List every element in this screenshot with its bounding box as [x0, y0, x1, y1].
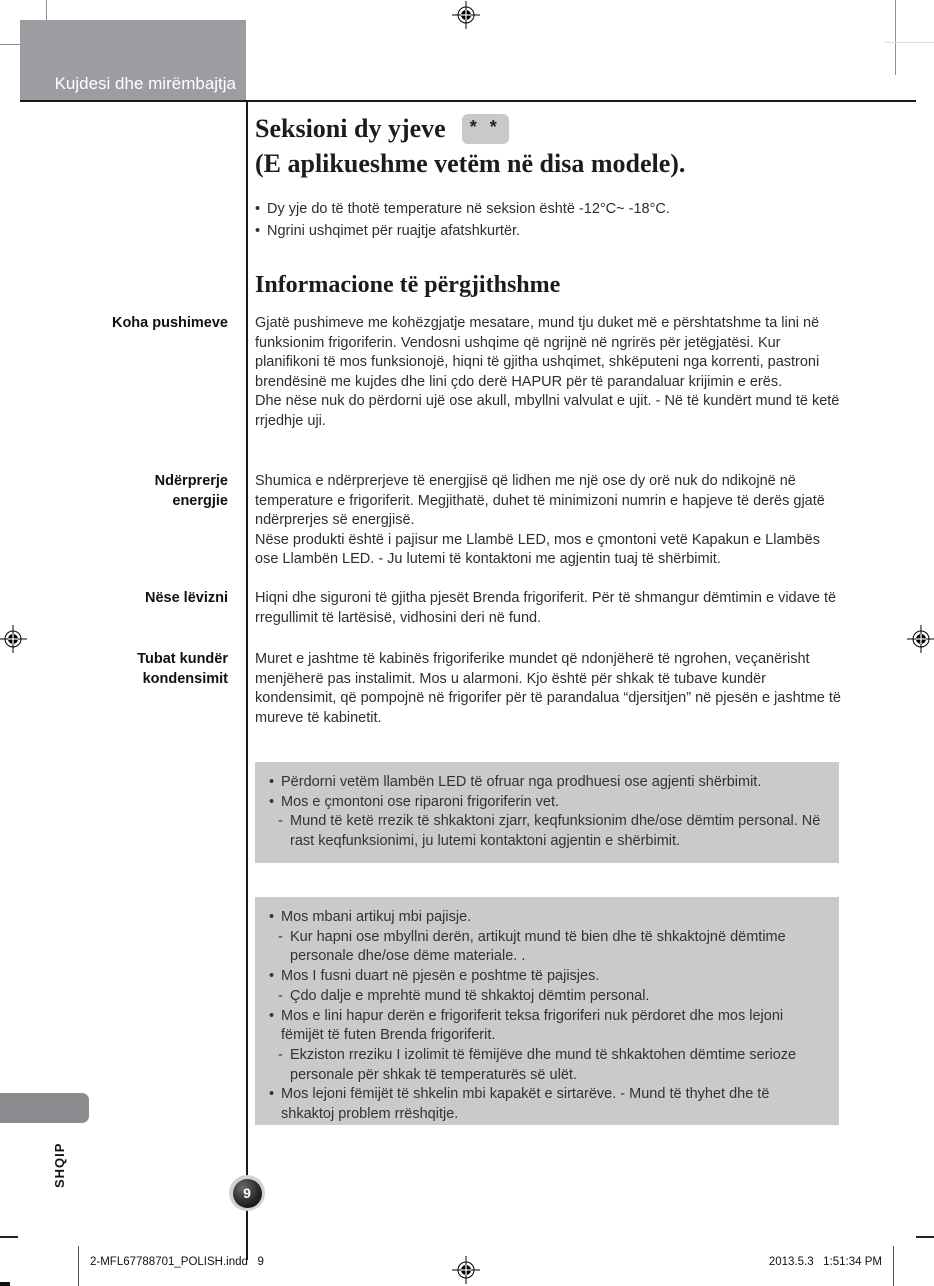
paragraph-block [255, 472, 841, 570]
footer-timestamp: 2013.5.3 1:51:34 PM [768, 1256, 882, 1268]
footer-filename: 2-MFL67788701_POLISH.indd 9 [90, 1256, 264, 1268]
caution-subitem: - Ekziston rreziku I izolimit të fëmijëve dhe mund të shkaktohen dëmtime serioze personale për shkak të temperaturës së ulët. [278, 1046, 825, 1085]
section-title-line1 [255, 112, 509, 145]
crop-mark-top-left-v [46, 0, 47, 20]
page-number: 9 [233, 1179, 262, 1208]
margin-label-tubat-kunder-kondensimit: Tubat kundër kondensimit [137, 651, 228, 687]
chapter-header-label: Kujdesi dhe mirëmbajtja [54, 74, 236, 93]
caution-item: • Mos I fusni duart në pjesën e poshtme të pajisjes. [269, 967, 825, 987]
registration-mark-top [451, 0, 481, 30]
list-item: • Dy yje do të thotë temperature në seksion është -12°C~ -18°C. [255, 198, 855, 220]
language-tab [0, 1093, 89, 1123]
crop-mark-bottom-left-corner [0, 1282, 10, 1286]
caution-subitem: - Çdo dalje e mprehtë mund të shkaktoj dëmtim personal. [278, 987, 825, 1007]
language-label: SHQIP [52, 1142, 67, 1188]
caution-item: • Përdorni vetëm llambën LED të ofruar nga prodhuesi ose agjenti shërbimit. [269, 773, 825, 793]
caution-subitem: - Mund të ketë rrezik të shkaktoni zjarr, keqfunksionim dhe/ose dëmtim personal. Në rast keqfunksionimi, ju lutemi kontaktoni agjentin e shërbimit. [278, 812, 825, 851]
paragraph: Hiqni dhe siguroni të gjitha pjesët Brenda frigoriferit. Për të shmangur dëmtimin e vidave të rregullimit të lartësisë, vidhosini deri në fund. [255, 590, 837, 626]
chapter-header-tab [20, 20, 246, 101]
paragraph-block [255, 589, 841, 628]
caution-item: • Mos e çmontoni ose riparoni frigoriferin vet. [269, 793, 825, 813]
caution-item: • Mos mbani artikuj mbi pajisje. [269, 908, 825, 928]
caution-item: • Mos e lini hapur derën e frigoriferit teksa frigoriferi nuk përdoret dhe mos lejoni fëmijët të futen Brenda frigoriferit. [269, 1007, 825, 1046]
caution-box-led-lamp [255, 762, 839, 863]
crop-mark-bottom-right-h [916, 1236, 934, 1238]
page-number-badge [229, 1175, 265, 1211]
margin-label-nese-levizni: Nëse lëvizni [144, 590, 228, 606]
paragraph: Gjatë pushimeve me kohëzgjatje mesatare, mund tju duket më e përshtatshme ta lini në funksionim frigoriferin. Vendosni ushqime që ngrijnë në ngrirës për jetëgjatësi. Kur planifikoni të mos funksionojë, hiqni të gjitha ushqimet, shkëputeni nga korrenti, pastroni brendësinë me kujdes dhe lini çdo derë HAPUR për të parandaluar krijimin e erës. [255, 315, 820, 390]
paragraph: Shumica e ndërprerjeve të energjisë që lidhen me një ose dy orë nuk do ndikojnë në temperature e frigoriferit. Megjithatë, duhet të minimizoni numrin e hapjeve të derës gjatë ndërprerjes së energjisë. [255, 473, 825, 528]
list-item: • Ngrini ushqimet për ruajtje afatshkurtër. [255, 220, 855, 242]
margin-label-nderprerje-energjie: Ndërprerje energjie [154, 473, 228, 509]
two-star-bullet-list [255, 198, 855, 242]
caution-item: • Mos lejoni fëmijët të shkelin mbi kapakët e sirtarëve. - Mund të thyhet dhe të shkaktoj problem rrëshqitje. [269, 1085, 825, 1124]
caution-subitem: - Kur hapni ose mbyllni derën, artikujt mund të bien dhe të shkaktojnë dëmtime personale dhe/ose dëme materiale. . [278, 928, 825, 967]
general-info-heading: Informacione të përgjithshme [255, 272, 561, 298]
caution-box-safety [255, 897, 839, 1125]
registration-mark-left [0, 624, 28, 654]
two-star-badge: * * [462, 114, 509, 144]
header-rule [20, 100, 916, 102]
footer-separator-left [78, 1246, 79, 1286]
registration-mark-right [906, 624, 934, 654]
registration-mark-bottom [451, 1255, 481, 1285]
crop-mark-bottom-left-h [0, 1236, 18, 1238]
content-divider-line [246, 102, 248, 1260]
crop-mark-top-right-h [885, 42, 934, 43]
paragraph: Muret e jashtme të kabinës frigoriferike mundet që ndonjëherë të ngrohen, veçanërisht menjëherë pas instalimit. Mos u alarmoni. Kjo është për shkak të tubave kundër kondensimit, që pompojnë në frigorifer për të parandalua “djersitjen” në pjesën e jashtme të mureve të kabinetit. [255, 651, 841, 726]
paragraph-block [255, 650, 841, 728]
footer-separator-right [893, 1246, 894, 1286]
paragraph-block [255, 314, 841, 431]
crop-mark-top-right-v [895, 0, 896, 75]
section-title-text: Seksioni dy yjeve [255, 114, 446, 143]
paragraph: Dhe nëse nuk do përdorni ujë ose akull, mbyllni valvulat e ujit. - Në të kundërt mund të ketë rrjedhje uji. [255, 393, 840, 429]
paragraph: Nëse produkti është i pajisur me Llambë LED, mos e çmontoni vetë Kapakun e Llambës ose Llambën LED. - Ju lutemi të kontaktoni me agjentin tuaj të shërbimit. [255, 531, 820, 567]
section-title-line2: (E aplikueshme vetëm në disa modele). [255, 149, 686, 178]
margin-label-koha-pushimeve: Koha pushimeve [111, 315, 228, 331]
